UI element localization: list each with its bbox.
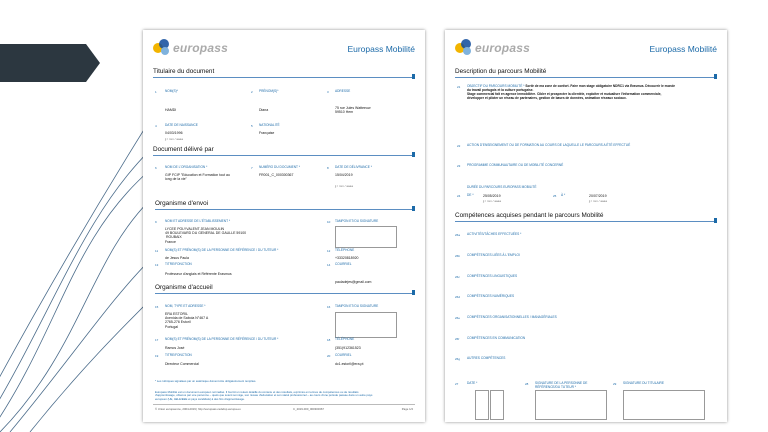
label-tampon-accueil: TAMPON ET/OU SIGNATURE [335, 304, 379, 308]
value-etablissement: LYCEE POLYVALENT JEAN MOULIN 49 BOULEVARD DU GENERAL DE GAULLE 59100 ROUBAIX France [165, 227, 247, 244]
europass-wordmark: europass [173, 41, 228, 55]
label-fonction-accueil: TITRE/FONCTION [165, 353, 192, 357]
label-comp-communication: COMPÉTENCES EN COMMUNICATION [467, 336, 526, 340]
label-action: ACTION D'ENSEIGNEMENT OU DE FORMATION AU COURS DE LAQUELLE LE PARCOURS A ÉTÉ EFFECTUÉ [467, 143, 631, 147]
legal-text: Europass Mobilité est un document européen normalisé. Il fournit un relevé détaillé du contenu et des résultats, exprimés en termes de compétences ou de résultats d'apprentissage, obtenus par une personne – quels que soient son âge, son niveau d'éducation et son statut professionnel – au cours d'une période passée dans un autre pays européen (UE, AELE/EEE et pays candidats) à des fins d'apprentissage. [155, 390, 373, 401]
section-title: Compétences acquises pendant le parcours Mobilité [455, 212, 604, 219]
date-format-hint: jj / mm / aaaa [335, 184, 354, 188]
value-accueil: ERA ESTORIL Avenida de Saboia N°467 A 2765-276 Estoril Portugal [165, 312, 209, 329]
label-numero-document: NUMÉRO DU DOCUMENT * [259, 165, 301, 169]
section-title: Document délivré par [153, 146, 214, 153]
label-date-naissance: DATE DE NAISSANCE [165, 123, 198, 127]
section-holder [153, 68, 415, 75]
europass-logo [153, 38, 228, 58]
slide-arrow-shape [0, 44, 100, 82]
value-de: 25/05/2019 [483, 194, 501, 198]
europass-stars-icon [455, 39, 473, 57]
label-courriel-accueil: COURRIEL [335, 353, 352, 357]
value-tuteur-accueil: Ramos José [165, 346, 185, 350]
date-format-hint: jj / mm / aaaa [589, 199, 608, 203]
label-comp-linguistiques: COMPÉTENCES LINGUISTIQUES [467, 274, 518, 278]
section-title: Titulaire du document [153, 68, 215, 75]
value-nom: HAMDI [165, 108, 177, 112]
value-prenom: Diana [259, 108, 269, 112]
signature-box-titulaire [623, 390, 705, 420]
value-telephone: +33320818920 [335, 256, 359, 260]
stamp-box [335, 226, 397, 248]
section-issuer [153, 146, 415, 153]
label-objectif: OBJECTIF DU PARCOURS MOBILITÉ * [467, 84, 525, 88]
label-comp-numeriques: COMPÉTENCES NUMÉRIQUES [467, 294, 515, 298]
value-objectif [467, 85, 675, 101]
section-title: Organisme d'accueil [155, 284, 213, 291]
footer-ref: C_2019-000_000300367 [293, 407, 324, 411]
label-date-delivrance: DATE DE DÉLIVRANCE * [335, 165, 372, 169]
europass-logo [455, 38, 530, 58]
page-title: Europass Mobilité [649, 44, 717, 54]
label-date: DATE * [467, 381, 478, 385]
objectif-text: Sortir de ma zone de confort. Faire mon stage obligatoire NDRC1 via Erasmus. Découvrir le monde du travail portugais et la culture portugaise. Stage commercial fait en agence immobilière. Cibler et prospecter la clientèle, exploiter et mutualiser l'information commerciale, développer et piloter un réseau de partenaires, gestion de bases de données, animation réseaux sociaux. [467, 84, 676, 100]
label-nationalite: NATIONALITÉ [259, 123, 280, 127]
label-nom: NOM(S)* [165, 89, 178, 93]
label-etablissement: NOM ET ADRESSE DE L'ÉTABLISSEMENT * [165, 219, 231, 223]
value-adresse: 75 rue Jules Watteeuw 59510 Hem [335, 106, 371, 115]
document-page-1: europass Europass Mobilité Titulaire du document 1 NOM(S)* HAMDI 2 PRÉNOM(S)* Diana 3 ADRESSE 75 rue Jules Watteeuw 59510 Hem 4 DATE DE NAISSANCE 04/03/1996 jj / mm / aaaa 5 NATIONALITÉ Française Document délivré par 6 NOM DE L'ORGANISATION * GIP FCIP "Education et Formation tout au long de la vie" 7 NUMÉRO DU DOCUMENT * FR001_C_000300367 8 DATE DE DÉLIVRANCE * 15/04/2019 jj / mm / aaaa Organisme d'envoi 9 NOM ET ADRESSE DE L'ÉTABLISSEMENT * LYCEE POLYVALENT JEAN MOULIN 49 BOULEVARD DU GENERAL DE GAULLE 59100 ROUBAIX France 10 TAMPON ET/OU SIGNATURE 11 NOM(S) ET PRÉNOM(S) DE LA PERSONNE DE RÉFÉRENCE / DU TUTEUR * de Jesus Paula 12 TÉLÉPHONE +33320818920 13 TITRE/FONCTION Professeur d'anglais et Référente Erasmus 14 COURRIEL pauladejes@gmail.com Organisme d'accueil 15 NOM, TYPE ET ADRESSE * ERA ESTORIL Avenida de Saboia N°467 A 2765-276 Estoril Portugal 16 TAMPON ET/OU SIGNATURE 17 NOM(S) ET PRÉNOM(S) DE LA PERSONNE DE RÉFÉRENCE / DU TUTEUR * Ramos José 18 TÉLÉPHONE (351)912361523 19 TITRE/FONCTION Directeur Commercial 20 COURRIEL dc1.estoril@era.pt * Les rubriques signalées par un astérisque doivent être obligatoirement remplies. Europass Mobilité est un document européen normalisé. Il fournit un relevé détaillé du contenu et des résultats, exprimés en termes de compétences ou de résultats d'apprentissage, obtenus par une personne – quels que soient son âge, son niveau d'éducation et son statut professionnel – au cours d'une période passée dans un autre pays européen (UE, AELE/EEE et pays candidats) à des fins d'apprentissage. © Union européenne, 2004-2019 | http://europass.cedefop.europa.eu C_2019-000_000300367 Page 1/2 [143, 30, 425, 422]
value-fonction-accueil: Directeur Commercial [165, 362, 199, 366]
label-accueil: NOM, TYPE ET ADRESSE * [165, 304, 206, 308]
footer-page: Page 1/2 [401, 407, 413, 411]
label-telephone: TÉLÉPHONE [335, 248, 355, 252]
label-adresse: ADRESSE [335, 89, 351, 93]
value-date-naissance: 04/03/1996 [165, 131, 183, 135]
date-box [490, 390, 504, 420]
label-tampon: TAMPON ET/OU SIGNATURE [335, 219, 379, 223]
label-prenom: PRÉNOM(S)* [259, 89, 279, 93]
label-fonction: TITRE/FONCTION [165, 262, 192, 266]
label-activites: ACTIVITÉS/TÂCHES EFFECTUÉES * [467, 232, 522, 236]
section-sending-org [155, 200, 415, 207]
date-box [475, 390, 489, 420]
date-format-hint: jj / mm / aaaa [483, 199, 502, 203]
label-autres-comp: AUTRES COMPÉTENCES [467, 356, 506, 360]
section-title: Organisme d'envoi [155, 200, 209, 207]
value-courriel: pauladejes@gmail.com [335, 280, 372, 284]
section-competences [455, 212, 717, 219]
section-host-org [155, 284, 415, 291]
label-programme: PROGRAMME COMMUNAUTAIRE OU DE MOBILITÉ CONCERNÉ [467, 163, 564, 167]
section-title: Description du parcours Mobilité [455, 68, 547, 75]
value-tuteur: de Jesus Paula [165, 256, 189, 260]
label-comp-emploi: COMPÉTENCES LIÉES À L'EMPLOI [467, 253, 520, 257]
label-a: À * [561, 193, 566, 197]
label-telephone-accueil: TÉLÉPHONE [335, 337, 355, 341]
label-tuteur: NOM(S) ET PRÉNOM(S) DE LA PERSONNE DE RÉFÉRENCE / DU TUTEUR * [165, 248, 279, 252]
required-note: * Les rubriques signalées par un astérisque doivent être obligatoirement remplies. [155, 379, 257, 383]
date-format-hint: jj / mm / aaaa [165, 137, 184, 141]
europass-stars-icon [153, 39, 171, 57]
label-de: DE * [467, 193, 474, 197]
document-page-2: europass Europass Mobilité Description du parcours Mobilité 21 OBJECTIF DU PARCOURS MOBILITÉ * Sortir de ma zone de confort. Faire mon stage obligatoire NDRC1 via Erasmus. Découvrir le monde du travail portugais et la culture portugaise. Stage commercial fait en agence immobilière. Cibler et prospecter la clientèle, exploiter et mutualiser l'information commerciale, développer et piloter un réseau de partenaires, gestion de bases de données, animation réseaux sociaux. 22 ACTION D'ENSEIGNEMENT OU DE FORMATION AU COURS DE LAQUELLE LE PARCOURS A ÉTÉ EFFECTUÉ 23 PROGRAMME COMMUNAUTAIRE OU DE MOBILITÉ CONCERNÉ DURÉE DU PARCOURS EUROPASS MOBILITÉ 24 DE * 25/05/2019 jj / mm / aaaa 25 À * 20/07/2019 jj / mm / aaaa Compétences acquises pendant le parcours Mobilité 26a ACTIVITÉS/TÂCHES EFFECTUÉES * 26b COMPÉTENCES LIÉES À L'EMPLOI 26c COMPÉTENCES LINGUISTIQUES 26d COMPÉTENCES NUMÉRIQUES 26e COMPÉTENCES ORGANISATIONNELLES / MANAGÉRIALES 26f COMPÉTENCES EN COMMUNICATION 26g AUTRES COMPÉTENCES 27 DATE * 28 SIGNATURE DE LA PERSONNE DE RÉFÉRENCE/DU TUTEUR * 29 SIGNATURE DU TITULAIRE [445, 30, 727, 422]
label-signature-tuteur: SIGNATURE DE LA PERSONNE DE RÉFÉRENCE/DU TUTEUR * [535, 381, 588, 389]
value-nationalite: Française [259, 131, 275, 135]
page-title: Europass Mobilité [347, 44, 415, 54]
section-description [455, 68, 717, 75]
label-tuteur-accueil: NOM(S) ET PRÉNOM(S) DE LA PERSONNE DE RÉFÉRENCE / DU TUTEUR * [165, 337, 279, 341]
label-courriel: COURRIEL [335, 262, 352, 266]
stamp-box [335, 312, 397, 338]
footer-copyright: © Union européenne, 2004-2019 | http://europass.cedefop.europa.eu [155, 407, 241, 411]
value-organisation: GIP FCIP "Education et Formation tout au long de la vie" [165, 173, 230, 182]
value-date-delivrance: 15/04/2019 [335, 173, 353, 177]
europass-wordmark: europass [475, 41, 530, 55]
label-duree: DURÉE DU PARCOURS EUROPASS MOBILITÉ [467, 185, 537, 189]
value-a: 20/07/2019 [589, 194, 607, 198]
value-courriel-accueil: dc1.estoril@era.pt [335, 362, 364, 366]
label-organisation: NOM DE L'ORGANISATION * [165, 165, 208, 169]
label-signature-titulaire: SIGNATURE DU TITULAIRE [623, 381, 664, 385]
signature-box-tuteur [535, 390, 607, 420]
value-numero-document: FR001_C_000300367 [259, 173, 294, 177]
value-telephone-accueil: (351)912361523 [335, 346, 361, 350]
value-fonction: Professeur d'anglais et Référente Erasmus [165, 272, 232, 276]
label-comp-organisationnelles: COMPÉTENCES ORGANISATIONNELLES / MANAGÉRIALES [467, 315, 557, 319]
